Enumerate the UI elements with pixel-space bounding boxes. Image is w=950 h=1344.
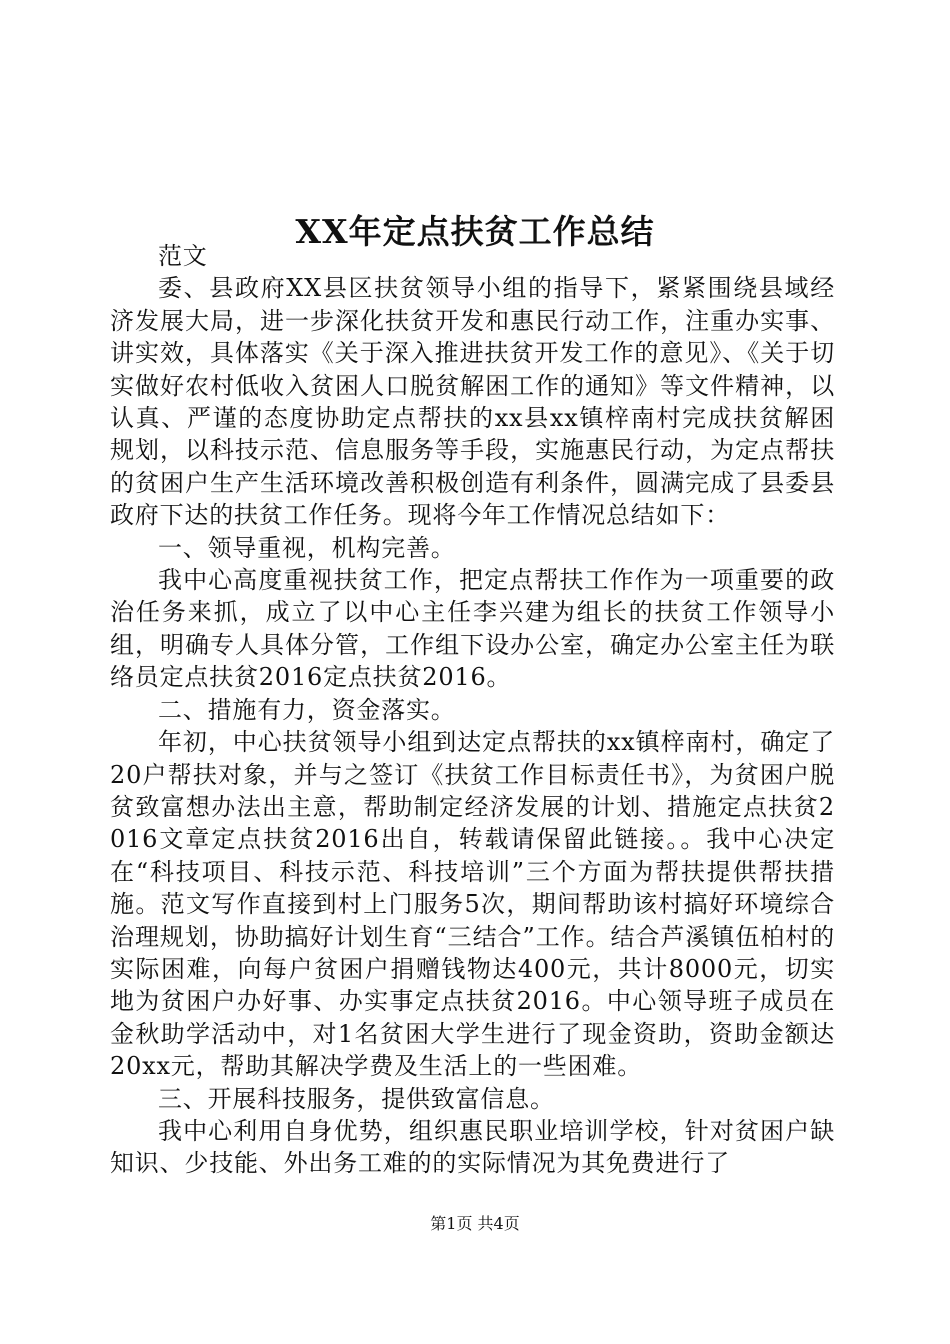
section-heading-2: 二、措施有力，资金落实。: [158, 695, 456, 724]
paragraph-fanwen: 范文: [158, 242, 208, 270]
paragraph-intro: 委、县政府XX县区扶贫领导小组的指导下，紧紧围绕县域经济发展大局，进一步深化扶贫开发和惠民行动工作，注重办实事、讲实效，具体落实《关于深入推进扶贫开发工作的意见》、《关于切实做好农村低收入贫困人口脱贫解困工作的通知》等文件精神，以认真、严谨的态度协助定点帮扶的xx县xx镇梓南村完成扶贫解困规划，以科技示范、信息服务等手段，实施惠民行动，为定点帮扶的贫困户生产生活环境改善积极创造有利条件，圆满完成了县委县政府下达的扶贫工作任务。现将今年工作情况总结如下：: [110, 274, 835, 530]
section-heading-1: 一、领导重视，机构完善。: [158, 533, 456, 562]
paragraph-section-2: 年初，中心扶贫领导小组到达定点帮扶的xx镇梓南村，确定了20户帮扶对象，并与之签订《扶贫工作目标责任书》，为贫困户脱贫致富想办法出主意，帮助制定经济发展的计划、措施定点扶贫2016文章定点扶贫2016出自，转载请保留此链接。。我中心决定在“科技项目、科技示范、科技培训”三个方面为帮扶提供帮扶措施。范文写作直接到村上门服务5次，期间帮助该村搞好环境综合治理规划，协助搞好计划生育“三结合”工作。结合芦溪镇伍柏村的实际困难，向每户贫困户捐赠钱物达400元，共计8000元，切实地为贫困户办好事、办实事定点扶贫2016。中心领导班子成员在金秋助学活动中，对1名贫困大学生进行了现金资助，资助金额达20xx元，帮助其解决学费及生活上的一些困难。: [110, 728, 835, 1081]
document-title: XX年定点扶贫工作总结: [295, 212, 655, 252]
paragraph-section-3: 我中心利用自身优势，组织惠民职业培训学校，针对贫困户缺知识、少技能、外出务工难的的实际情况为其免费进行了: [110, 1116, 835, 1178]
page-number-footer: 第1页 共4页: [430, 1214, 520, 1233]
section-heading-3: 三、开展科技服务，提供致富信息。: [158, 1084, 555, 1113]
paragraph-section-1: 我中心高度重视扶贫工作，把定点帮扶工作作为一项重要的政治任务来抓，成立了以中心主任李兴建为组长的扶贫工作领导小组，明确专人具体分管，工作组下设办公室，确定办公室主任为联络员定点扶贫2016定点扶贫2016。: [110, 566, 835, 692]
document-body: [110, 240, 835, 1180]
